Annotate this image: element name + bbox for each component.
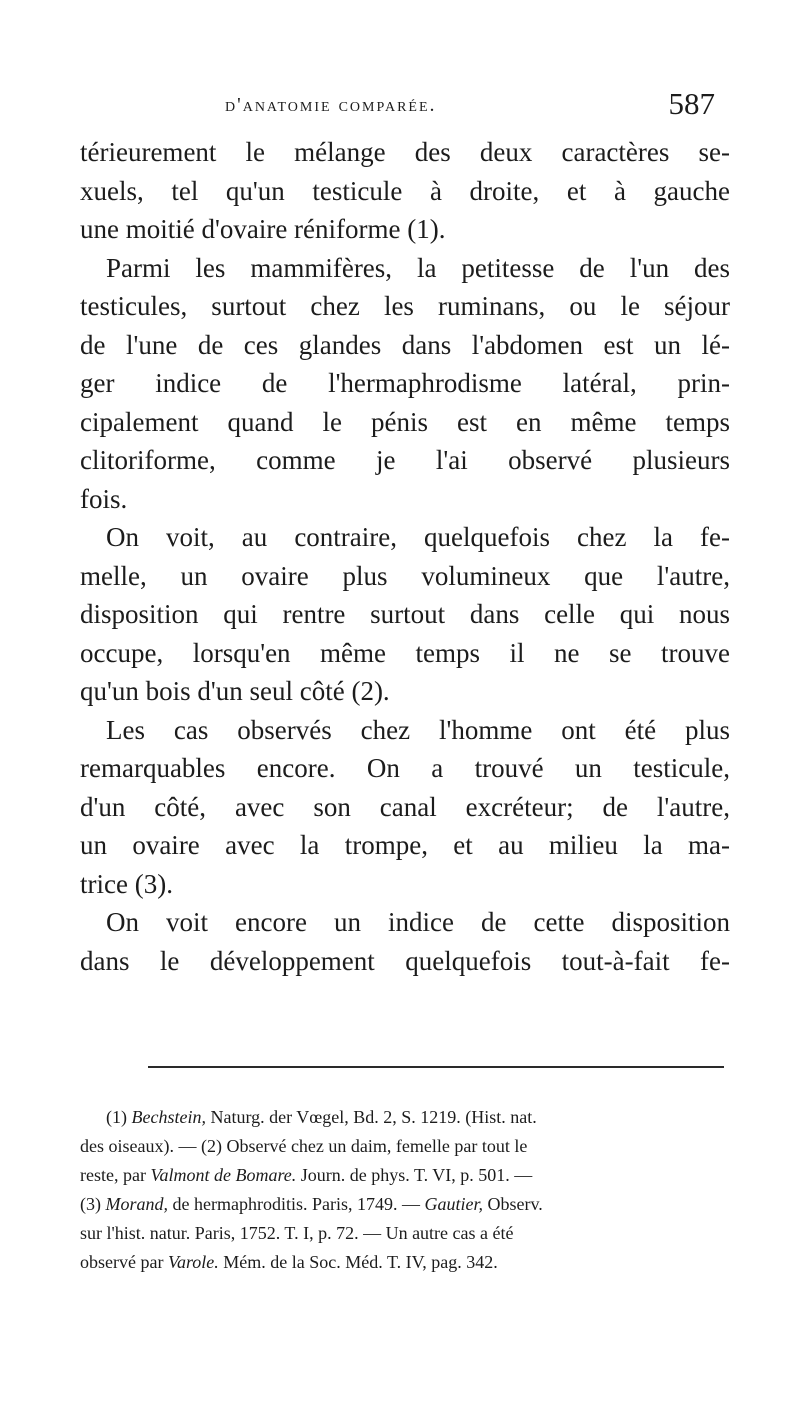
text-line: remarquables encore. On a trouvé un testicule, [80, 753, 730, 783]
paragraph-start-line: On voit encore un indice de cette disposition [106, 907, 730, 937]
footnote-line [80, 1248, 730, 1277]
footnotes [80, 1103, 730, 1277]
paragraph-start-line: Parmi les mammifères, la petitesse de l'un des [106, 252, 730, 283]
page-number: 587 [668, 86, 715, 121]
footnote-line [80, 1161, 730, 1190]
text-line: dans le développement quelquefois tout-à-fait fe- [80, 945, 730, 976]
footnote-text: reste, par [80, 1165, 151, 1185]
text-line: qu'un bois d'un seul côté (2). [80, 676, 390, 706]
footnote-text: (3) [80, 1194, 106, 1214]
footnote-line: sur l'hist. natur. Paris, 1752. T. I, p. 72. — Un autre cas a été [80, 1223, 514, 1243]
footnote-author: Valmont de Bomare. [150, 1165, 297, 1185]
footnote-text: observé par [80, 1252, 168, 1272]
footnote-author: Bechstein, [131, 1107, 206, 1127]
body-text [80, 133, 730, 980]
footnote-author: Morand, [105, 1194, 168, 1214]
footnote-line [80, 1103, 730, 1132]
footnote-text: Mém. de la Soc. Méd. T. IV, pag. 342. [218, 1252, 498, 1272]
running-title: d'anatomie comparée. [225, 94, 437, 116]
text-line: ger indice de l'hermaphrodisme latéral, prin- [80, 368, 730, 398]
text-line: un ovaire avec la trompe, et au milieu la ma- [80, 830, 730, 860]
text-line: testicules, surtout chez les ruminans, ou le séjour [80, 291, 730, 321]
text-line: de l'une de ces glandes dans l'abdomen est un lé- [80, 329, 730, 360]
paragraph-start-line: Les cas observés chez l'homme ont été plus [106, 714, 730, 745]
footnote-line [80, 1190, 730, 1219]
text-line: disposition qui rentre surtout dans celle qui nous [80, 599, 730, 629]
text-line: térieurement le mélange des deux caractères se- [80, 137, 730, 167]
text-line: une moitié d'ovaire réniforme (1). [80, 214, 446, 244]
footnote-author: Gautier, [424, 1194, 483, 1214]
footnote-marker: (1) [106, 1107, 132, 1127]
footnote-text: Journ. de phys. T. VI, p. 501. — [296, 1165, 533, 1185]
text-line: cipalement quand le pénis est en même temps [80, 406, 730, 437]
text-line: occupe, lorsqu'en même temps il ne se trouve [80, 637, 730, 668]
footnote-author: Varole. [167, 1252, 219, 1272]
footnote-text: de hermaphroditis. Paris, 1749. — [168, 1194, 425, 1214]
text-line: clitoriforme, comme je l'ai observé plusieurs [80, 445, 730, 475]
page-header [225, 86, 715, 130]
footnote-text: Observ. [482, 1194, 543, 1214]
text-line: xuels, tel qu'un testicule à droite, et à gauche [80, 175, 730, 206]
paragraph-start-line: On voit, au contraire, quelquefois chez la fe- [106, 522, 730, 552]
footnote-line: des oiseaux). — (2) Observé chez un daim, femelle par tout le [80, 1136, 528, 1156]
text-line: melle, un ovaire plus volumineux que l'autre, [80, 560, 730, 591]
text-line: trice (3). [80, 868, 173, 899]
text-line: fois. [80, 483, 128, 514]
text-line: d'un côté, avec son canal excréteur; de l'autre, [80, 791, 730, 822]
footnote-text: Naturg. der Vœgel, Bd. 2, S. 1219. (Hist. nat. [205, 1107, 537, 1127]
footnote-divider [148, 1066, 724, 1068]
